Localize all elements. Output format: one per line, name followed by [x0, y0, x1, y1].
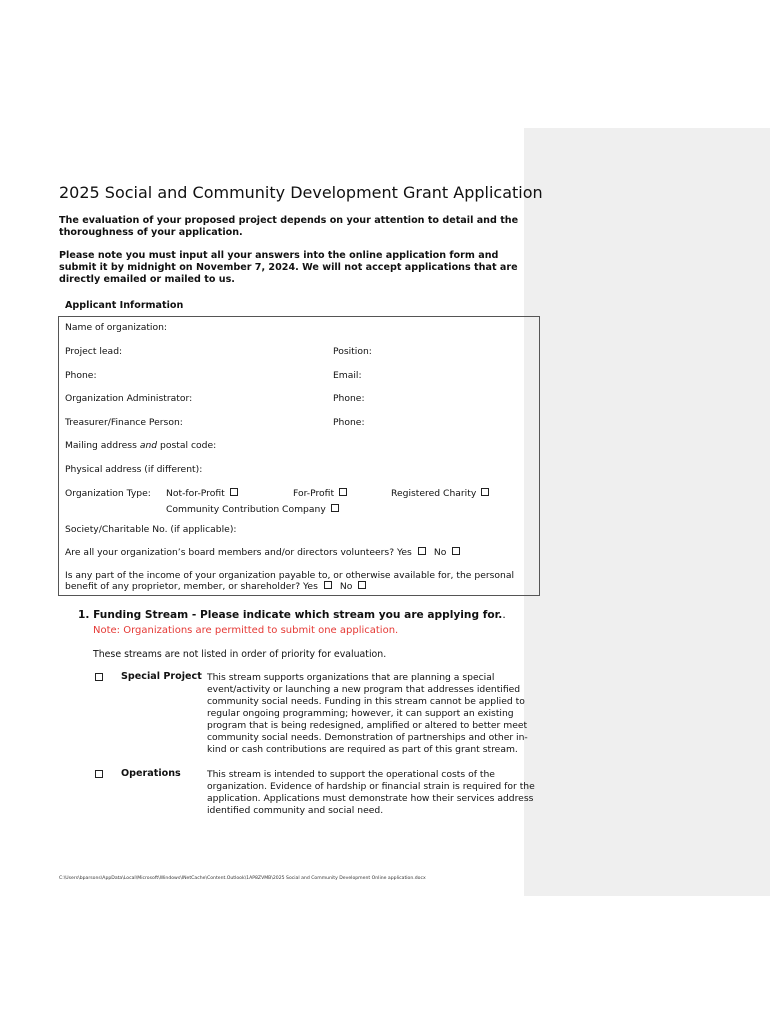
org-type-label: Organization Type: [65, 488, 151, 499]
income-no-checkbox[interactable] [358, 581, 366, 589]
applicant-info-label: Applicant Information [65, 300, 184, 311]
income-question-line2: benefit of any proprietor, member, or shareholder? Yes No [65, 581, 368, 592]
treasurer-phone-label: Phone: [333, 417, 365, 428]
income-question-line1: Is any part of the income of your organization payable to, or otherwise available for, the personal [65, 570, 515, 581]
society-number-label: Society/Charitable No. (if applicable): [65, 524, 237, 535]
org-type-fp-option: For-Profit [293, 488, 349, 499]
special-project-description: This stream supports organizations that are planning a special event/activity or launching a new program that addresses identified community social needs. Funding in this stream cannot be applied to regular ongoing programming; however, it can support an existing program that is being redesigned, amplified or altered to better meet community social needs. Demonstration of partnerships and other in-kind or cash contributions are required as part of this grant stream. [207, 672, 528, 755]
intro-paragraph-evaluation: The evaluation of your proposed project depends on your attention to detail and the thoroughness of your application. [59, 215, 519, 238]
org-type-charity-option: Registered Charity [391, 488, 491, 499]
special-project-label: Special Project [121, 671, 202, 682]
project-lead-label: Project lead: [65, 346, 123, 357]
page-title: 2025 Social and Community Development Grant Application [59, 183, 543, 202]
admin-phone-label: Phone: [333, 393, 365, 404]
position-label: Position: [333, 346, 372, 357]
intro-paragraph-submission: Please note you must input all your answers into the online application form and submit it by midnight on November 7, 2024. We will not accept applications that are directly emailed or mailed to us. [59, 250, 518, 285]
operations-checkbox[interactable] [95, 770, 103, 778]
applicant-info-table [58, 316, 540, 596]
org-name-label: Name of organization: [65, 322, 168, 333]
funding-stream-heading: 1. Funding Stream - Please indicate which stream you are applying for.. [78, 609, 506, 621]
comment-pane [524, 128, 770, 896]
treasurer-label: Treasurer/Finance Person: [65, 417, 183, 428]
mailing-address-label: Mailing address and postal code: [65, 440, 217, 451]
funding-stream-subtext: These streams are not listed in order of priority for evaluation. [93, 649, 387, 660]
phone-label: Phone: [65, 370, 97, 381]
physical-address-label: Physical address (if different): [65, 464, 203, 475]
volunteers-yes-checkbox[interactable] [418, 547, 426, 555]
org-type-nfp-option: Not-for-Profit [166, 488, 240, 499]
org-type-ccc-option: Community Contribution Company [166, 504, 341, 515]
fp-checkbox[interactable] [339, 488, 347, 496]
income-yes-checkbox[interactable] [324, 581, 332, 589]
nfp-checkbox[interactable] [230, 488, 238, 496]
charity-checkbox[interactable] [481, 488, 489, 496]
special-project-checkbox[interactable] [95, 673, 103, 681]
admin-label: Organization Administrator: [65, 393, 193, 404]
footer-file-path: C:\Users\bparsons\AppData\Local\Microsoft\Windows\INetCache\Content.Outlook\1AP8ZVMB\2025 Social and Community Development Online application.docx [59, 876, 426, 881]
ccc-checkbox[interactable] [331, 504, 339, 512]
funding-stream-note: Note: Organizations are permitted to submit one application. [93, 625, 399, 636]
operations-label: Operations [121, 768, 181, 779]
volunteers-question: Are all your organization’s board members and/or directors volunteers? Yes No [65, 547, 462, 558]
email-label: Email: [333, 370, 362, 381]
operations-description: This stream is intended to support the operational costs of the organization. Evidence of hardship or financial strain is required for the application. Applications must demonstrate how their services address identified community and social need. [207, 769, 535, 816]
volunteers-no-checkbox[interactable] [452, 547, 460, 555]
